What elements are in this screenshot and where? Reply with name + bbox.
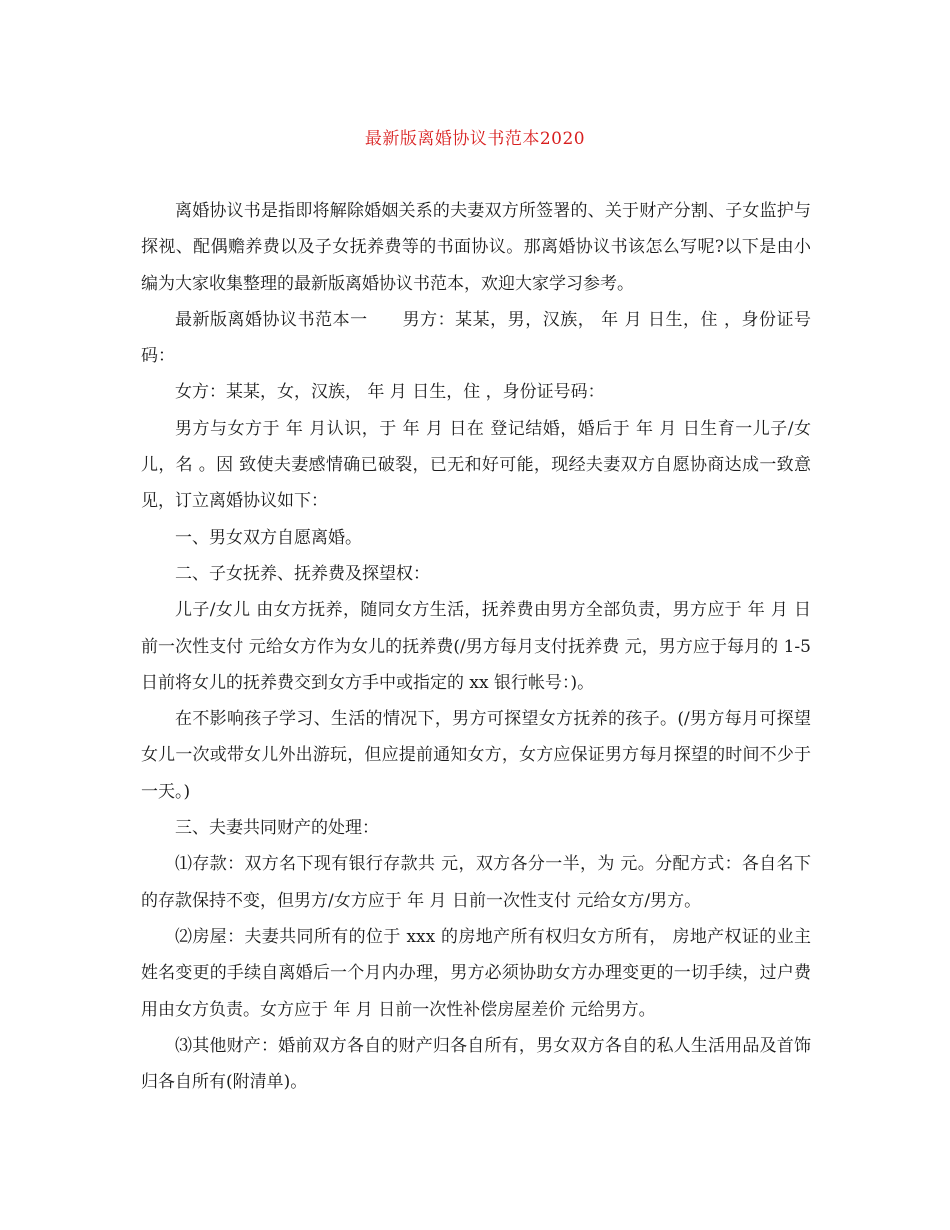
document-body bbox=[141, 193, 811, 1100]
paragraph-child-support: 儿子/女儿 由女方抚养，随同女方生活，抚养费由男方全部负责，男方应于 年 月 日前一次性支付 元给女方作为女儿的抚养费(/男方每月支付抚养费 元，男方应于每月的 1-5 日前将女儿的抚养费交到女方手中或指定的 xx 银行帐号：)。 bbox=[141, 600, 811, 693]
paragraph-clause-1: 一、男女双方自愿离婚。 bbox=[175, 527, 362, 548]
paragraph-clause-2-heading: 二、子女抚养、抚养费及探望权： bbox=[175, 563, 430, 584]
paragraph-marriage-background: 男方与女方于 年 月认识，于 年 月 日在 登记结婚，婚后于 年 月 日生育一儿子/女儿，名 。因 致使夫妻感情确已破裂，已无和好可能，现经夫妻双方自愿协商达成一致意见，订立离婚协议如下： bbox=[141, 418, 811, 512]
paragraph-clause-3-heading: 三、夫妻共同财产的处理： bbox=[175, 818, 379, 839]
document-title: 最新版离婚协议书范本2020 bbox=[364, 129, 586, 149]
paragraph-house: ⑵房屋：夫妻共同所有的位于 xxx 的房地产所有权归女方所有， 房地产权证的业主姓名变更的手续自离婚后一个月内办理，男方必须协助女方办理变更的一切手续，过户费用由女方负责。女方应于 年 月 日前一次性补偿房屋差价 元给男方。 bbox=[141, 926, 811, 1020]
paragraph-other-property: ⑶其他财产：婚前双方各自的财产归各自所有，男女双方各自的私人生活用品及首饰归各自所有(附清单)。 bbox=[141, 1035, 811, 1093]
paragraph-deposits: ⑴存款：双方名下现有银行存款共 元，双方各分一半，为 元。分配方式：各自名下的存款保持不变，但男方/女方应于 年 月 日前一次性支付 元给女方/男方。 bbox=[141, 854, 811, 911]
paragraph-visitation: 在不影响孩子学习、生活的情况下，男方可探望女方抚养的孩子。(/男方每月可探望女儿一次或带女儿外出游玩，但应提前通知女方，女方应保证男方每月探望的时间不少于一天。) bbox=[141, 709, 811, 802]
paragraph-wife: 女方：某某，女，汉族， 年 月 日生，住 ，身份证号码： bbox=[175, 382, 605, 403]
paragraph-template-husband: 最新版离婚协议书范本一 男方：某某，男，汉族， 年 月 日生，住 ，身份证号码： bbox=[141, 309, 811, 367]
paragraph-intro: 离婚协议书是指即将解除婚姻关系的夫妻双方所签署的、关于财产分割、子女监护与探视、配偶赡养费以及子女抚养费等的书面协议。那离婚协议书该怎么写呢?以下是由小编为大家收集整理的最新版离婚协议书范本，欢迎大家学习参考。 bbox=[141, 201, 811, 294]
